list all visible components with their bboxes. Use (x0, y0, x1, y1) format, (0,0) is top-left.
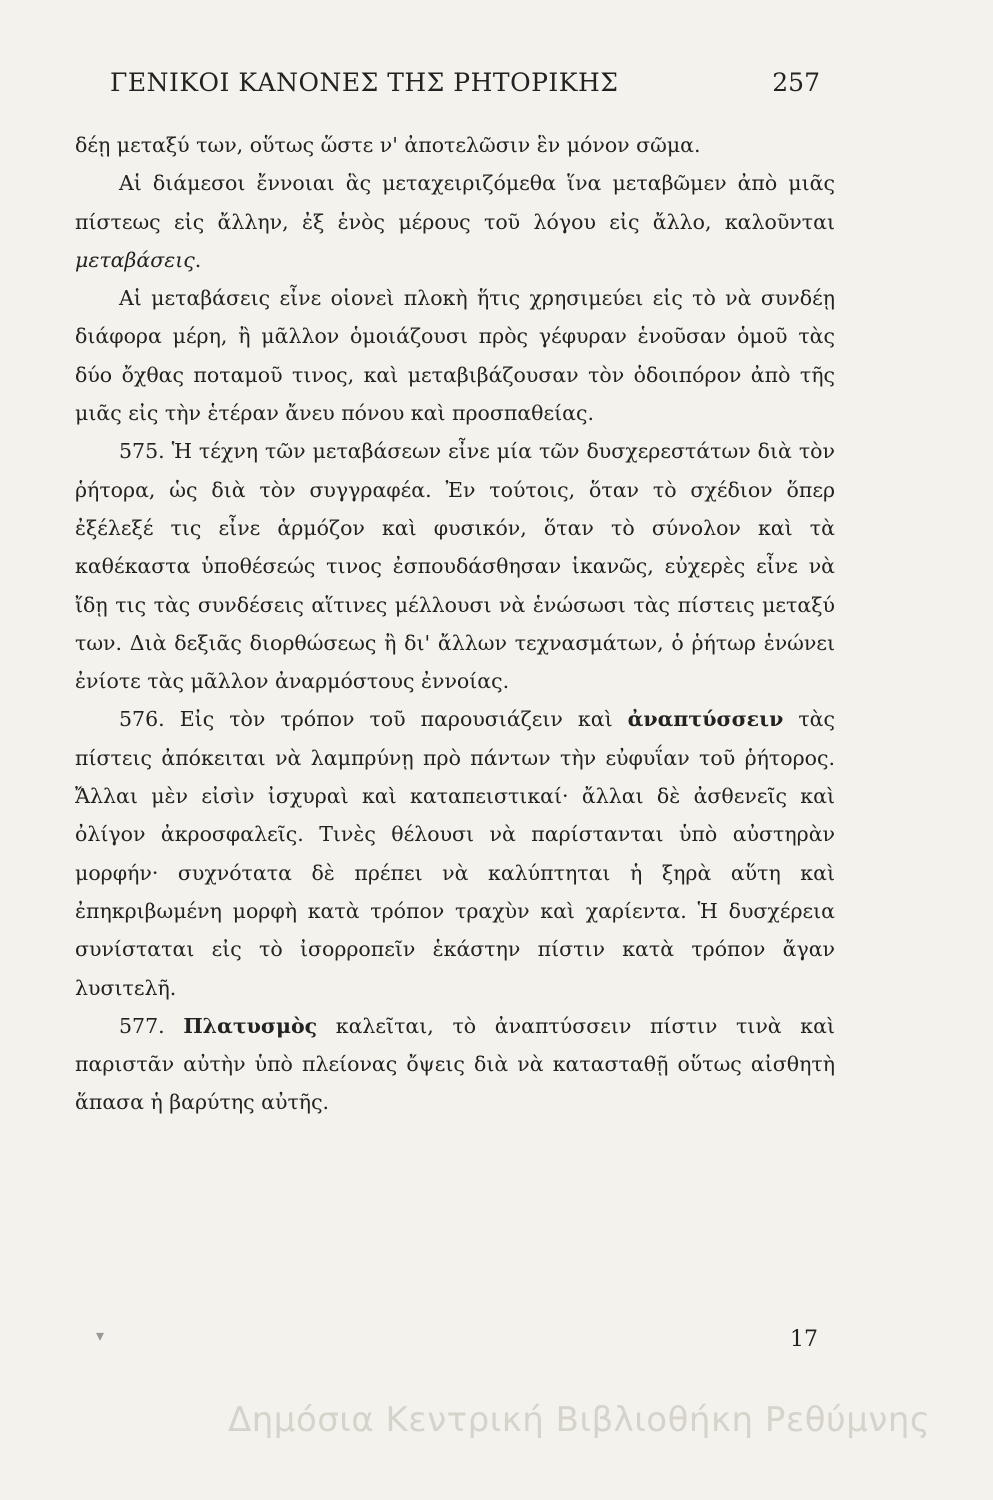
section-number: 577. (119, 1013, 165, 1038)
paragraph-576: 576. Εἰς τὸν τρόπον τοῦ παρουσιάζειν καὶ ἀναπτύσσειν τὰς πίστεις ἀπόκειται νὰ λαμπρύνῃ πρὸ πάντων τὴν εὐφυΐαν τοῦ ῥήτορος. Ἄλλαι μὲν εἰσὶν ἰσχυραὶ καὶ καταπειστικαί· ἄλλαι δὲ ἀσθενεῖς καὶ ὀλίγον ἀκροσφαλεῖς. Τινὲς θέλουσι νὰ παρίστανται ὑπὸ αὐστηρὰν μορφήν· συχνότατα δὲ πρέπει νὰ καλύπτηται ἡ ξηρὰ αὕτη καὶ ἐπηκριβωμένη μορφὴ κατὰ τρόπον τραχὺν καὶ χαρίεντα. Ἡ δυσχέρεια συνίσταται εἰς τὸ ἰσορροπεῖν ἑκάστην πίστιν κατὰ τρόπον ἄγαν λυσιτελῆ. (75, 707, 835, 1000)
chapter-title: ΓΕΝΙΚΟΙ ΚΑΝΟΝΕΣ ΤΗΣ ΡΗΤΟΡΙΚΗΣ (110, 68, 619, 97)
bold-term: Πλατυσμὸς (183, 1013, 318, 1038)
paragraph-transitions-bridge: Αἱ μεταβάσεις εἶνε οἱονεὶ πλοκὴ ἥτις χρησιμεύει εἰς τὸ νὰ συνδέῃ διάφορα μέρη, ἢ μᾶλλον ὁμοιάζουσι πρὸς γέφυραν ἑνοῦσαν ὁμοῦ τὰς δύο ὄχθας ποταμοῦ τινος, καὶ μεταβιβάζουσαν τὸν ὁδοιπόρον ἀπὸ τῆς μιᾶς εἰς τὴν ἑτέραν ἄνευ πόνου καὶ προσπαθείας. (75, 286, 835, 426)
library-watermark: Δημόσια Κεντρική Βιβλιοθήκη Ρεθύμνης (228, 1400, 931, 1440)
paragraph-continuation: δέῃ μεταξύ των, οὕτως ὥστε ν' ἀποτελῶσιν ἓν μόνον σῶμα. (75, 133, 701, 157)
page-number: 257 (772, 68, 820, 97)
running-head (110, 68, 820, 108)
stray-mark: ▾ (96, 1326, 105, 1345)
paragraph-577: 577. Πλατυσμὸς καλεῖται, τὸ ἀναπτύσσειν πίστιν τινὰ καὶ παριστᾶν αὐτὴν ὑπὸ πλείονας ὄψεις διὰ νὰ κατασταθῇ οὕτως αἰσθητὴ ἅπασα ἡ βαρύτης αὐτῆς. (75, 1013, 835, 1115)
body-text (75, 126, 835, 1122)
section-number: 576. (119, 707, 165, 732)
printer-signature: 17 (790, 1327, 818, 1352)
bold-term: ἀναπτύσσειν (627, 707, 784, 732)
paragraph-575: 575. Ἡ τέχνη τῶν μεταβάσεων εἶνε μία τῶν δυσχερεστάτων διὰ τὸν ῥήτορα, ὡς διὰ τὸν συγγραφέα. Ἐν τούτοις, ὅταν τὸ σχέδιον ὅπερ ἐξέλεξέ τις εἶνε ἁρμόζον καὶ φυσικόν, ὅταν τὸ σύνολον καὶ τὰ καθέκαστα ὑποθέσεώς τινος ἐσπουδάσθησαν ἱκανῶς, εὐχερὲς εἶνε νὰ ἴδῃ τις τὰς συνδέσεις αἵτινες μέλλουσι νὰ ἑνώσωσι τὰς πίστεις μεταξύ των. Διὰ δεξιᾶς διορθώσεως ἢ δι' ἄλλων τεχνασμάτων, ὁ ῥήτωρ ἑνώνει ἐνίοτε τὰς μᾶλλον ἀναρμόστους ἐννοίας. (75, 439, 835, 694)
emphasized-term: μεταβάσεις (75, 247, 195, 272)
section-number: 575. (119, 439, 165, 464)
paragraph-transitions-definition: Αἱ διάμεσοι ἔννοιαι ἃς μεταχειριζόμεθα ἵνα μεταβῶμεν ἀπὸ μιᾶς πίστεως εἰς ἄλλην, ἐξ ἑνὸς μέρους τοῦ λόγου εἰς ἄλλο, καλοῦνται μεταβάσεις. (75, 171, 835, 272)
